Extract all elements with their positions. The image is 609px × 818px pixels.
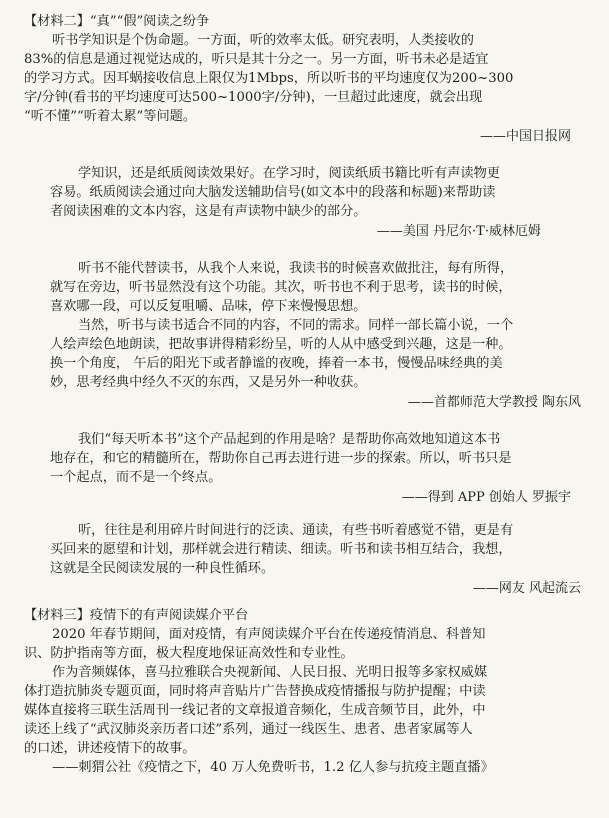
text-line: 的口述，讲述疫情下的故事。 <box>24 741 196 756</box>
text-line: 这就是全民阅读发展的一种良性循环。 <box>50 561 275 576</box>
paragraph-netizen <box>24 521 585 578</box>
text-line: 2020 年春节期间，面对疫情，有声阅读媒介平台在传递疫情消息、科普知 <box>52 627 486 642</box>
text-line: 买回来的愿望和计划，那样就会进行精读、细读。听书和读书相互结合，我想， <box>50 542 512 557</box>
text-line: 学知识，还是纸质阅读效果好。在学习时，阅读纸质书籍比听有声读物更 <box>78 166 500 181</box>
source-netizen: ——网友 风起流云 <box>472 581 581 596</box>
text-line: “听不懂”“听着太累”等问题。 <box>24 109 197 124</box>
paragraph-listening-efficiency <box>24 31 585 126</box>
source-luo-zhenyu: ——得到 APP 创始人 罗振宇 <box>401 490 571 505</box>
text-line: 读还上线了“武汉肺炎亲历者口述”系列，通过一线医生、患者、患者家属等人 <box>24 722 473 737</box>
text-line: 听，往往是利用碎片时间进行的泛读、通读，有些书听着感觉不错，更是有 <box>78 523 514 538</box>
text-line: 作为音频媒体，喜马拉雅联合央视新闻、人民日报、光明日报等多家权威媒 <box>52 665 488 680</box>
text-line: 一个起点，而不是一个终点。 <box>50 470 222 485</box>
source-tao-dongfeng: ——首都师范大学教授 陶东风 <box>407 395 581 410</box>
source-hedgehog: ——刺猬公社《疫情之下，40 万人免费听书，1.2 亿人参与抗疫主题直播》 <box>52 760 494 775</box>
text-line: 换一个角度， 午后的阳光下或者静谧的夜晚，捧着一本书，慢慢品味经典的美 <box>50 356 503 371</box>
paragraph-different-needs <box>24 316 585 392</box>
text-line: 听书不能代替读书，从我个人来说，我读书的时候喜欢做批注，每有所得， <box>78 261 514 276</box>
text-line: 听书学知识是个伪命题。一方面，听的效率太低。研究表明，人类接收的 <box>52 33 474 48</box>
text-line: 媒体直接将三联生活周刊一线记者的文章报道音频化，生成音频节目，此外，中 <box>24 703 486 718</box>
text-line: 83%的信息是通过视觉达成的，听只是其十分之一。另一方面，听书未必是适宜 <box>24 52 489 67</box>
text-line: 地存在，和它的精髓所在，帮助你自己再去进行进一步的探索。所以，听书只是 <box>50 451 512 466</box>
text-line: 就写在旁边，听书显然没有这个功能。其次，听书也不利于思考，读书的时候， <box>50 280 512 295</box>
material-three-heading: 【材料三】疫情下的有声阅读媒介平台 <box>24 608 249 623</box>
source-china-daily: ——中国日报网 <box>479 129 571 144</box>
paragraph-daily-book <box>24 430 585 487</box>
text-line: 喜欢哪一段，可以反复咀嚼、品味，停下来慢慢思想。 <box>50 299 367 314</box>
text-line: 识、防护指南等方面，极大程度地保证高效性和专业性。 <box>24 646 354 661</box>
paragraph-reading-vs-listening <box>24 259 585 316</box>
paragraph-spring-festival <box>24 625 585 663</box>
paragraph-paper-reading <box>24 164 585 221</box>
paragraph-audio-media <box>24 663 585 758</box>
text-line: 当然，听书与读书适合不同的内容，不同的需求。同样一部长篇小说，一个 <box>78 318 514 333</box>
source-willingham: ——美国 丹尼尔·T·威林厄姆 <box>376 224 541 239</box>
text-line: 者阅读困难的文本内容，这是有声读物中缺少的部分。 <box>50 204 367 219</box>
material-two-heading: 【材料二】“真”“假”阅读之纷争 <box>24 14 210 29</box>
text-line: 人绘声绘色地朗读，把故事讲得精彩纷呈，听的人从中感受到兴趣，这是一种。 <box>50 337 512 352</box>
text-line: 字/分钟(看书的平均速度可达500~1000字/分钟)，一旦超过此速度，就会出现 <box>24 90 483 105</box>
text-line: 我们“每天听本书”这个产品起到的作用是啥？是帮助你高效地知道这本书 <box>78 432 501 447</box>
text-line: 妙，思考经典中经久不灭的东西，又是另外一种收获。 <box>50 375 367 390</box>
text-line: 体打造抗肺炎专题页面，同时将声音贴片广告替换成疫情播报与防护提醒；中读 <box>24 684 486 699</box>
text-line: 容易。纸质阅读会通过向大脑发送辅助信号(如文本中的段落和标题)来帮助读 <box>50 185 496 200</box>
text-line: 的学习方式。因耳蜗接收信息上限仅为1Mbps，所以听书的平均速度仅为200~300 <box>24 71 514 86</box>
